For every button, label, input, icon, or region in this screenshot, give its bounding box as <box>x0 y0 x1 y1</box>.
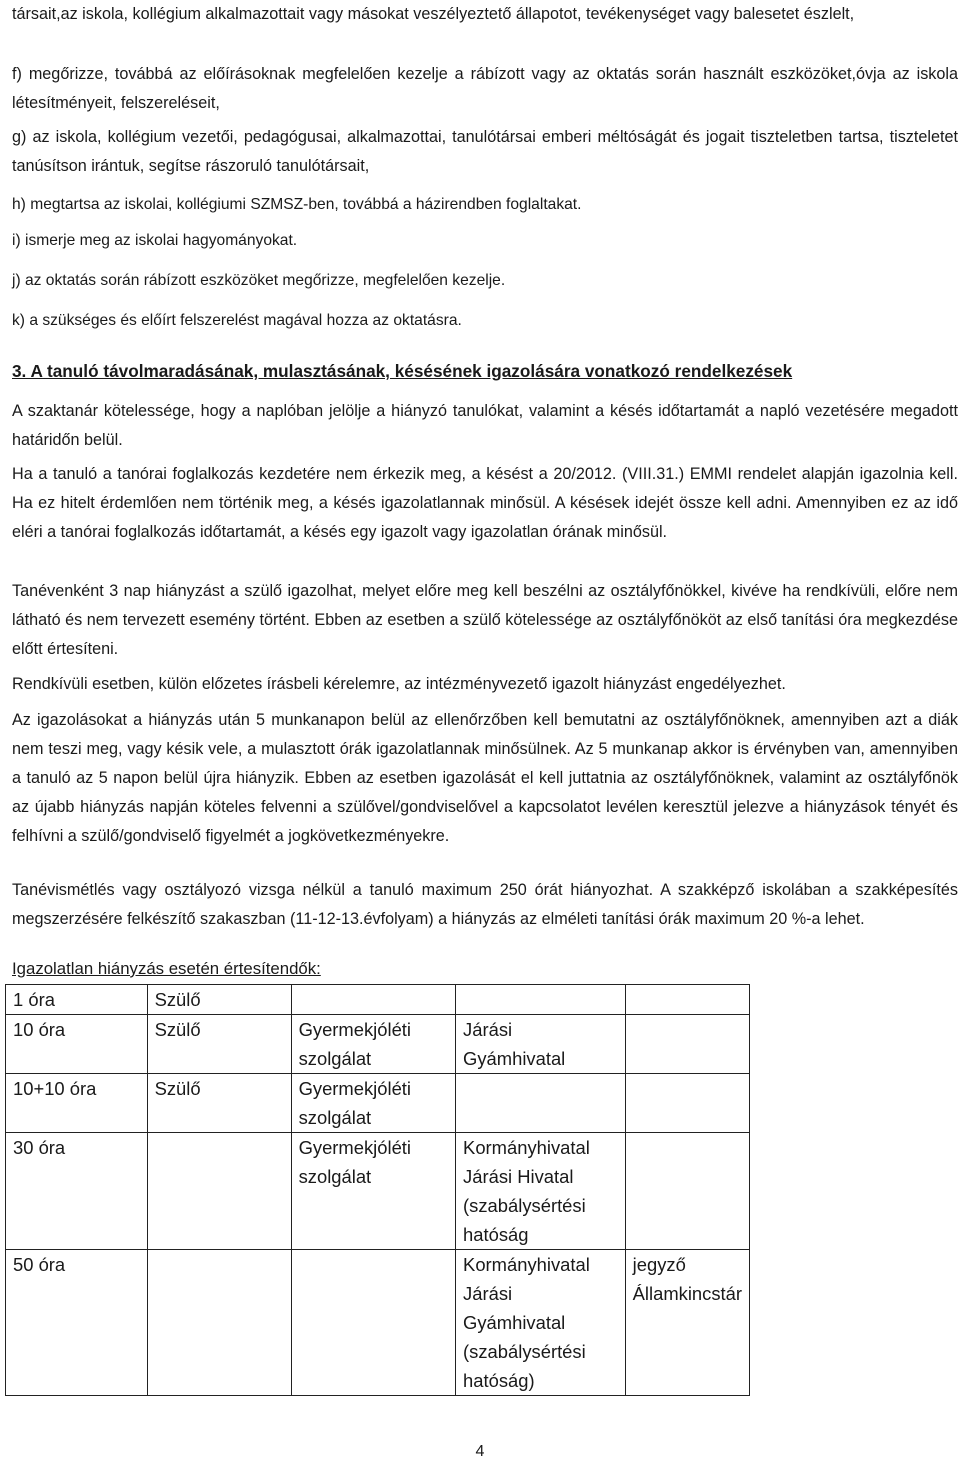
table-row <box>6 1250 750 1396</box>
paragraph-excuse-deadline: Az igazolásokat a hiányzás után 5 munkanapon belül az ellenőrzőben kell bemutatni az osztályfőnöknek, amennyiben azt a diák nem teszi meg, vagy késik vele, a mulasztott órák igazolatlannak minősülnek. Az 5 munkanap akkor is érvényben van, amennyiben a tanuló az 5 napon belül újra hiányzik. Ebben az esetben igazolását el kell juttatnia az osztályfőnöknek, valamint az osztályfőnök az újabb hiányzás napján köteles felvenni a szülővel/gondviselővel a kapcsolatot levélen keresztül jelezve a hiányzások tényét és felhívni a szülő/gondviselő figyelmét a jogkövetkezményekre. <box>12 711 958 845</box>
list-item-f: f) megőrizze, továbbá az előírásoknak megfelelően kezelje a rábízott vagy az oktatás során használt eszközöket,óvja az iskola létesítményeit, felszereléseit, <box>12 65 958 112</box>
table-cell: 1 óra <box>6 985 148 1015</box>
table-row <box>6 1133 750 1250</box>
page-number: 4 <box>475 1443 485 1460</box>
table-cell: jegyző Államkincstár <box>625 1250 749 1396</box>
table-row <box>6 1015 750 1074</box>
table-cell <box>456 1074 626 1133</box>
paragraph-teacher-duty: A szaktanár kötelessége, hogy a naplóban jelölje a hiányzó tanulókat, valamint a késés időtartamát a napló vezetésére megadott határidőn belül. <box>12 402 958 449</box>
table-cell <box>456 985 626 1015</box>
list-item-k: k) a szükséges és előírt felszerelést magával hozza az oktatásra. <box>12 312 462 329</box>
paragraph-parent-excuse: Tanévenként 3 nap hiányzást a szülő igazolhat, melyet előre meg kell beszélni az osztályfőnökkel, kivéve ha rendkívüli, előre nem látható és nem tervezett esemény történt. Ebben az esetben a szülő kötelessége az osztályfőnököt az első tanítási óra megkezdése előtt értesíteni. <box>12 582 958 658</box>
table-cell: 10+10 óra <box>6 1074 148 1133</box>
paragraph-absence-limit: Tanévismétlés vagy osztályozó vizsga nélkül a tanuló maximum 250 órát hiányozhat. A szakképző iskolában a szakképesítés megszerzésére felkészítő szakaszban (11-12-13.évfolyam) a hiányzás az elméleti tanítási órák maximum 20 %-a lehet. <box>12 881 958 928</box>
table-cell: Gyermekjóléti szolgálat <box>291 1074 455 1133</box>
table-cell <box>625 1133 749 1250</box>
list-item-h: h) megtartsa az iskolai, kollégiumi SZMSZ-ben, továbbá a házirendben foglaltakat. <box>12 196 582 213</box>
list-item-e-continuation: társait,az iskola, kollégium alkalmazottait vagy másokat veszélyeztető állapotot, tevékenységet vagy balesetet észlelt, <box>12 5 855 23</box>
table-cell: Szülő <box>147 1074 291 1133</box>
notification-table <box>5 984 750 1396</box>
table-cell: Szülő <box>147 1015 291 1074</box>
table-cell <box>147 1250 291 1396</box>
table-cell: Szülő <box>147 985 291 1015</box>
table-cell <box>291 985 455 1015</box>
table-cell: Gyermekjóléti szolgálat <box>291 1133 455 1250</box>
list-item-i: i) ismerje meg az iskolai hagyományokat. <box>12 232 298 249</box>
list-item-g: g) az iskola, kollégium vezetői, pedagógusai, alkalmazottai, tanulótársai emberi méltóságát és jogait tiszteletben tartsa, tiszteletet tanúsítson irántuk, segítse rászoruló tanulótársait, <box>12 128 958 175</box>
table-cell: Gyermekjóléti szolgálat <box>291 1015 455 1074</box>
table-title: Igazolatlan hiányzás esetén értesítendők: <box>12 959 321 978</box>
paragraph-extraordinary: Rendkívüli esetben, külön előzetes írásbeli kérelemre, az intézményvezető igazolt hiányzást engedélyezhet. <box>12 675 786 693</box>
table-cell <box>625 1015 749 1074</box>
section-heading: 3. A tanuló távolmaradásának, mulasztásának, késésének igazolására vonatkozó rendelkezések <box>12 361 793 381</box>
list-item-j: j) az oktatás során rábízott eszközöket megőrizze, megfelelően kezelje. <box>12 272 506 289</box>
table-cell: 10 óra <box>6 1015 148 1074</box>
table-cell: Járási Gyámhivatal <box>456 1015 626 1074</box>
table-row <box>6 1074 750 1133</box>
table-row <box>6 985 750 1015</box>
table-cell <box>625 985 749 1015</box>
table-cell <box>625 1074 749 1133</box>
table-cell: 50 óra <box>6 1250 148 1396</box>
table-cell <box>147 1133 291 1250</box>
table-cell: 30 óra <box>6 1133 148 1250</box>
paragraph-lateness: Ha a tanuló a tanórai foglalkozás kezdetére nem érkezik meg, a késést a 20/2012. (VIII.31.) EMMI rendelet alapján igazolnia kell. Ha ez hitelt érdemlően nem történik meg, a késés igazolatlannak minősül. A késések idejét össze kell adni. Amennyiben ez az idő eléri a tanórai foglalkozás időtartamát, a késés egy igazolt vagy igazolatlan órának minősül. <box>12 465 958 541</box>
table-cell: Kormányhivatal Járási Hivatal (szabálysértési hatóság <box>456 1133 626 1250</box>
table-cell <box>291 1250 455 1396</box>
table-cell: Kormányhivatal Járási Gyámhivatal (szabálysértési hatóság) <box>456 1250 626 1396</box>
